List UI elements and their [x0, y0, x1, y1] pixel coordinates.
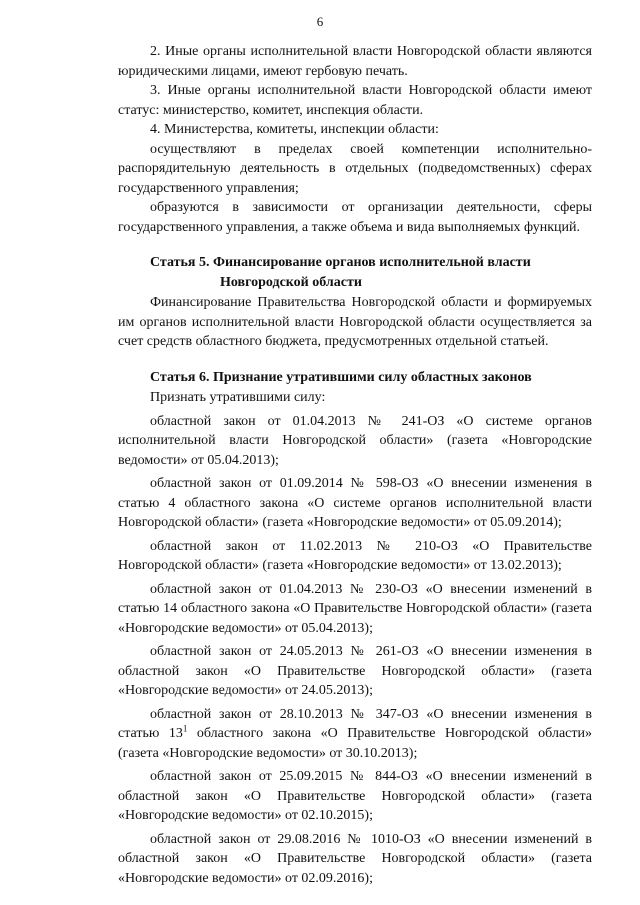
superscript: 1 — [182, 723, 188, 734]
article-5-title-line-1: Статья 5. Финансирование органов исполнительной власти — [150, 255, 531, 270]
repealed-law-item: областной закон от 11.02.2013 № 210-ОЗ «О Правительстве Новгородской области» (газета «Новгородские ведомости» от 13.02.2013); — [118, 538, 592, 573]
repealed-law-item: областной закон от 24.05.2013 № 261-ОЗ «О внесении изменения в областной закон «О Правительстве Новгородской области» (газета «Новгородские ведомости» от 24.05.2013); — [118, 644, 592, 698]
repealed-law-item: областной закон от 25.09.2015 № 844-ОЗ «О внесении изменений в областной закон «О Правительстве Новгородской области» (газета «Новгородские ведомости» от 02.10.2015); — [118, 769, 592, 823]
page-number: 6 — [316, 14, 324, 29]
paragraph: 2. Иные органы исполнительной власти Новгородской области являются юридическими лицами, имеют гербовую печать. — [118, 44, 592, 79]
article-5-heading — [118, 253, 592, 292]
article-6-intro: Признать утратившими силу: — [150, 390, 326, 405]
repealed-law-item: областной закон от 01.04.2013 № 230-ОЗ «О внесении изменений в статью 14 областного закона «О Правительстве Новгородской области» (газета «Новгородские ведомости» от 05.04.2013); — [118, 581, 592, 636]
document-body — [118, 42, 592, 888]
repealed-law-item: областной закон от 29.08.2016 № 1010-ОЗ «О внесении изменений в областной закон «О Правительстве Новгородской области» (газета «Новгородские ведомости» от 02.09.2016); — [118, 831, 592, 886]
paragraph: осуществляют в пределах своей компетенции исполнительно-распорядительную деятельность в отдельных (подведомственных) сферах государственного управления; — [118, 141, 592, 196]
article-6-heading: Статья 6. Признание утратившими силу областных законов — [150, 369, 532, 385]
paragraph: 3. Иные органы исполнительной власти Новгородской области имеют статус: министерство, комитет, инспекция области. — [118, 83, 592, 118]
paragraph: 4. Министерства, комитеты, инспекции области: — [150, 122, 439, 137]
article-5-text: Финансирование Правительства Новгородской области и формируемых им органов исполнительной власти Новгородской области осуществляется за счет средств областного бюджета, предусмотренных отдельной статьей. — [118, 295, 592, 349]
repealed-law-item: областной закон от 01.09.2014 № 598-ОЗ «О внесении изменения в статью 4 областного закона «О системе органов исполнительной власти Новгородской области» (газета «Новгородские ведомости» от 05.09.2014); — [118, 476, 592, 530]
repealed-law-item: областной закон от 01.04.2013 № 241-ОЗ «О системе органов исполнительной власти Новгородской области» (газета «Новгородские ведомости» от 05.04.2013); — [118, 413, 592, 468]
repealed-law-item-head: областной закон от 28.10.2013 № 347-ОЗ «О внесении изменения в статью 13 — [118, 706, 592, 741]
repealed-law-item-tail: областного закона «О Правительстве Новгородской области» (газета «Новгородские ведомости» от 30.10.2013); — [118, 726, 592, 761]
paragraph: образуются в зависимости от организации деятельности, сферы государственного управления, а также объема и вида выполняемых функций. — [118, 200, 592, 235]
article-5-title-line-2: Новгородской области — [220, 274, 362, 290]
repealed-law-item — [118, 705, 592, 764]
